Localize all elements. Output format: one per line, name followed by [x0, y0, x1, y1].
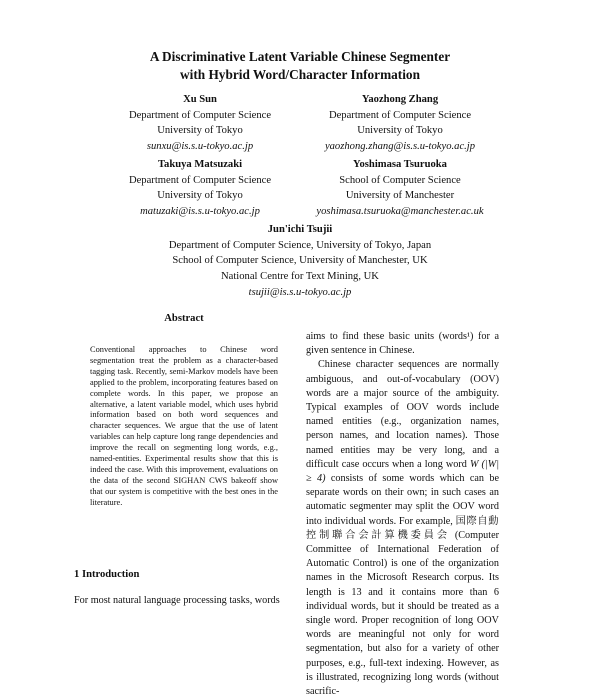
author-email: sunxu@is.s.u-tokyo.ac.jp: [146, 141, 254, 153]
text-run: (Computer Committee of International Federation of Automatic Control) is one of the organization names in the Microsoft Research corpus. Its length is 13 and it contains more than 6 individual words, but it should be treated as a single word. Proper recognition of long OOV words are meaningful not only for word segmentation, but also for a variety of other purposes, e.g., full-text indexing. However, as is illustrated, recognizing long words (without sacrific-: [306, 529, 500, 698]
author-block-4: [295, 157, 505, 220]
author-block-1: [100, 92, 300, 155]
text-run: consists of some words which can be separate words on their own; in such cases an automatic segmenter may split the OOV word into individual words. For example,: [306, 473, 499, 527]
author-block-3: [100, 157, 300, 220]
author-affiliation: University of Tokyo: [357, 125, 443, 137]
author-affiliation: National Centre for Text Mining, UK: [221, 271, 379, 283]
text-run: Chinese character sequences are normally ambiguous, and out-of-vocabulary (OOV) words are a major source of the ambiguity. Typical examples of OOV words include named entities (e.g., organization names, person names, and location names). Those named entities may be very long, and a difficult case occurs when a long word: [306, 359, 499, 470]
author-name: Yoshimasa Tsuruoka: [353, 159, 447, 170]
author-block-5: [100, 222, 500, 301]
author-affiliation: Department of Computer Science: [328, 109, 472, 121]
author-affiliation: Department of Computer Science: [128, 109, 272, 121]
author-name: Xu Sun: [183, 94, 217, 105]
math-expression: W (|W| ≥ 4): [306, 458, 499, 485]
author-email: yaozhong.zhang@is.s.u-tokyo.ac.jp: [324, 141, 476, 153]
author-affiliation: Department of Computer Science, University of Tokyo, Japan: [168, 239, 432, 251]
author-affiliation: School of Computer Science: [339, 174, 461, 186]
author-affiliation: School of Computer Science, University of Manchester, UK: [172, 255, 428, 267]
author-affiliation: Department of Computer Science: [128, 174, 272, 186]
author-block-2: [300, 92, 500, 155]
paper-title-line-1: A Discriminative Latent Variable Chinese Segmenter: [149, 49, 451, 64]
body-text-cut-line: For most natural language processing tasks, words: [74, 595, 280, 606]
right-column-body: [306, 330, 499, 699]
paragraph: aims to find these basic units (words¹) for a given sentence in Chinese.: [306, 331, 499, 357]
author-name: Takuya Matsuzaki: [157, 159, 243, 170]
paragraph: [306, 358, 499, 699]
chinese-organization-name: 国際自動控制聯合会計算機委員会: [306, 515, 499, 541]
author-affiliation: University of Tokyo: [157, 125, 243, 137]
author-affiliation: University of Manchester: [345, 190, 455, 202]
abstract-body: Conventional approaches to Chinese word segmentation treat the problem as a character-based tagging task. Recently, semi-Markov models have been applied to the problem, incorporating features based on complete words. In this paper, we propose an alternative, a latent variable model, which uses hybrid information based on both word sequences and character sequences. We argue that the use of latent variables can help capture long range dependencies and improve the recall on segmenting long words, e.g., named-entities. Experimental results show that this is indeed the case. With this improvement, evaluations on the data of the second SIGHAN CWS bakeoff show that our system is competitive with the best ones in the literature.: [90, 345, 278, 507]
author-affiliation: University of Tokyo: [157, 190, 243, 202]
author-email: tsujii@is.s.u-tokyo.ac.jp: [248, 286, 352, 298]
author-email: yoshimasa.tsuruoka@manchester.ac.uk: [316, 206, 484, 218]
paper-title-line-2: with Hybrid Word/Character Information: [180, 67, 420, 82]
author-name: Yaozhong Zhang: [361, 94, 439, 105]
section-heading: 1 Introduction: [74, 569, 140, 580]
abstract-heading: Abstract: [164, 313, 204, 324]
author-name: Jun'ichi Tsujii: [267, 224, 333, 235]
author-email: matuzaki@is.s.u-tokyo.ac.jp: [140, 206, 260, 218]
